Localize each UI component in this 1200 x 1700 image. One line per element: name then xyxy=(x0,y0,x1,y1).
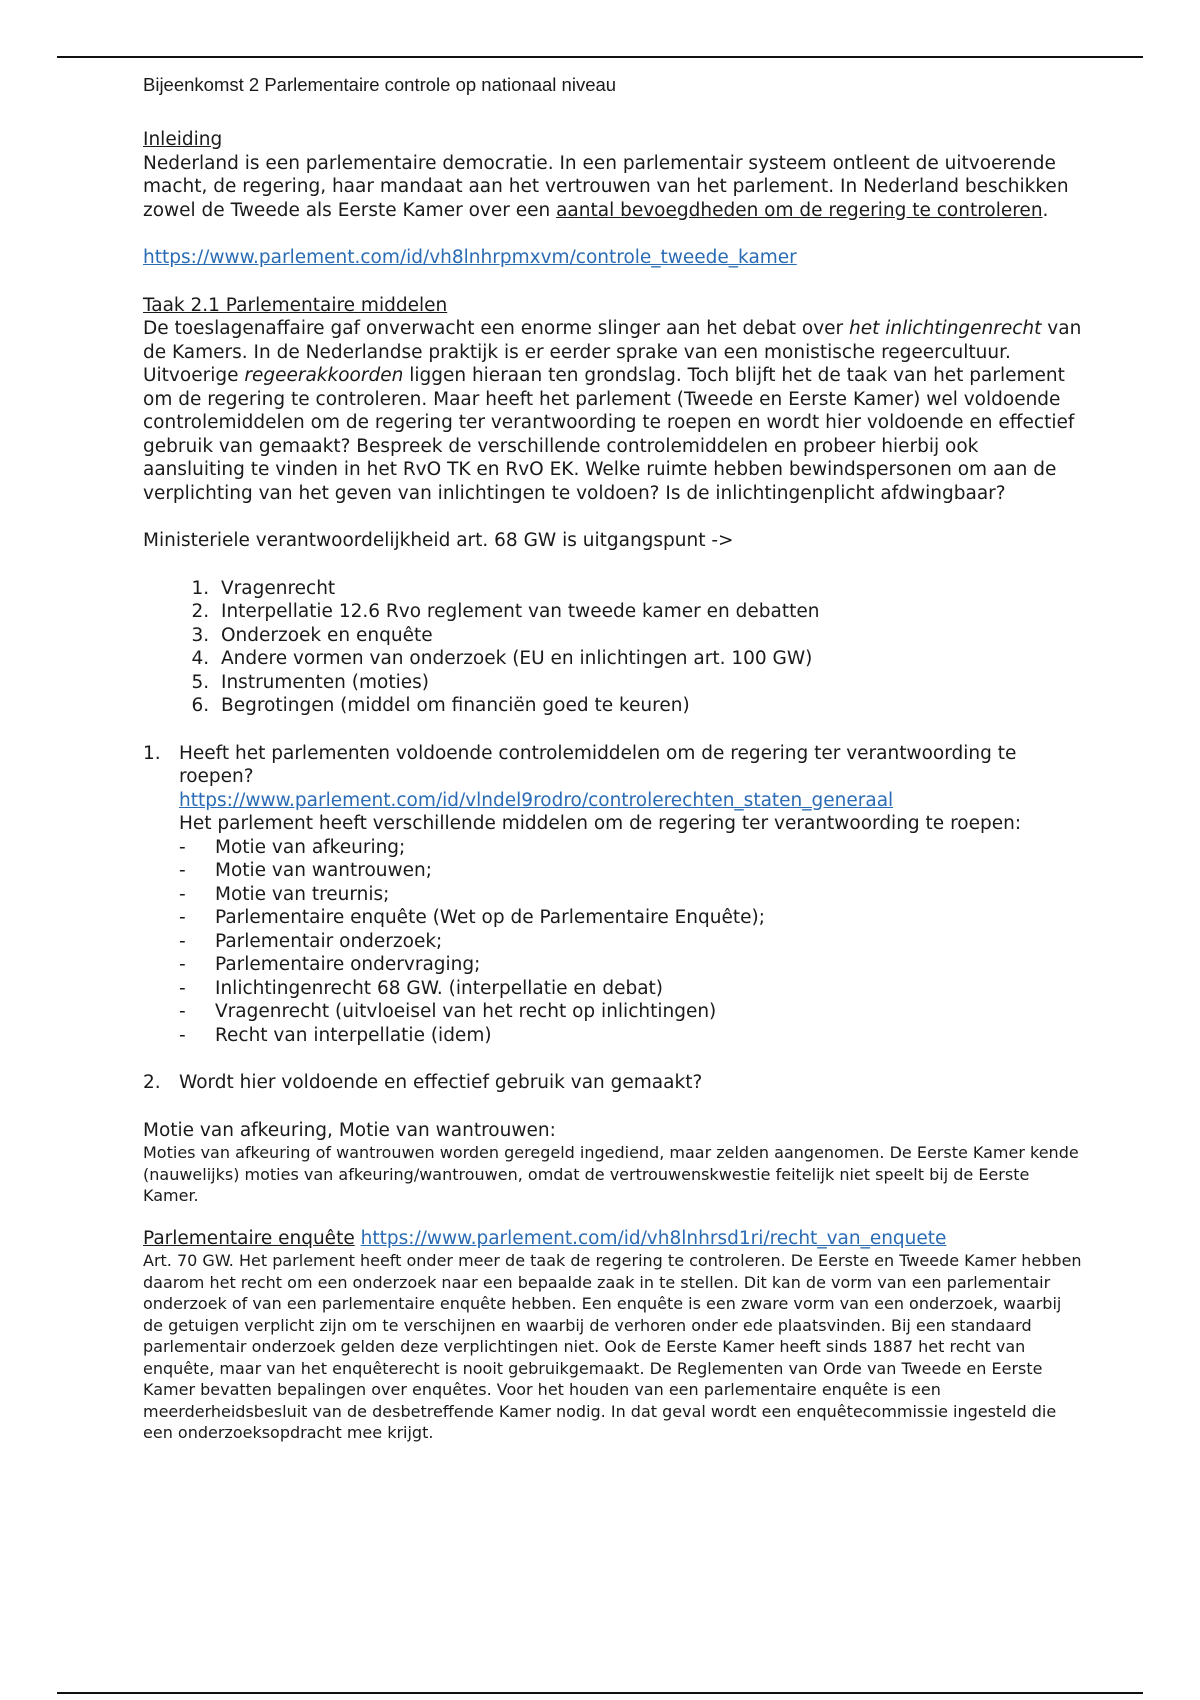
controlerechten-link[interactable]: https://www.parlement.com/id/vlndel9rodro/controlerechten_staten_generaal xyxy=(179,789,894,811)
motie-paragraph: Moties van afkeuring of wantrouwen worden geregeld ingediend, maar zelden aangenomen. De Eerste Kamer kende (nauwelijks) moties van afkeuring/wantrouwen, omdat de vertrouwenskwestie feitelijk niet speelt bij de Eerste Kamer. xyxy=(143,1143,1079,1205)
list-item: - Motie van wantrouwen; xyxy=(179,860,432,881)
list-item: - Parlementaire ondervraging; xyxy=(179,954,481,975)
list-item: 1. Vragenrecht xyxy=(215,577,1083,601)
list-item: 3. Onderzoek en enquête xyxy=(215,624,1083,648)
controle-tweede-kamer-link[interactable]: https://www.parlement.com/id/vh8lnhrpmxvm/controle_tweede_kamer xyxy=(143,247,797,268)
list-item: - Inlichtingenrecht 68 GW. (interpellatie en debat) xyxy=(179,977,664,999)
list-item: 4. Andere vormen van onderzoek (EU en inlichtingen art. 100 GW) xyxy=(215,647,1083,671)
bottom-rule xyxy=(57,1692,1143,1694)
question-2-text: Wordt hier voldoende en effectief gebruik van gemaakt? xyxy=(179,1072,703,1093)
task-paragraph: De toeslagenaffaire gaf onverwacht een enorme slinger aan het debat over het inlichtingenrecht van de Kamers. In de Nederlandse praktijk is er eerder sprake van een monistische regeercultuur. Uitvoerige regeerakkoorden liggen hieraan ten grondslag. Toch blijft het de taak van het parlement om de regering te controleren. Maar heeft het parlement (Tweede en Eerste Kamer) wel voldoende controlemiddelen om de regering ter verantwoording te roepen en wordt hier voldoende en effectief gebruik van gemaakt? Bespreek de verschillende controlemiddelen en probeer hierbij ook aansluiting te vinden in het RvO TK en RvO EK. Welke ruimte hebben bewindspersonen om aan de verplichting van het geven van inlichtingen te voldoen? Is de inlichtingenplicht afdwingbaar? xyxy=(143,318,1082,504)
enquete-heading: Parlementaire enquête xyxy=(143,1227,355,1249)
top-rule xyxy=(57,56,1143,58)
list-item: - Recht van interpellatie (idem) xyxy=(179,1024,492,1046)
control-means-list xyxy=(143,577,1083,718)
list-item: 5. Instrumenten (moties) xyxy=(215,671,1083,695)
list-item: - Parlementair onderzoek; xyxy=(179,930,443,952)
list-item: 6. Begrotingen (middel om financiën goed te keuren) xyxy=(215,694,1083,718)
question-1-text: Heeft het parlementen voldoende controlemiddelen om de regering ter verantwoording te roepen? xyxy=(179,742,1017,787)
enquete-paragraph: Art. 70 GW. Het parlement heeft onder meer de taak de regering te controleren. De Eerste en Tweede Kamer hebben daarom het recht om een onderzoek naar een bepaalde zaak in te stellen. Dit kan de vorm van een parlementair onderzoek of van een parlementaire enquête hebben. Een enquête is een zware vorm van een onderzoek, waarbij de getuigen verplicht zijn om te verschijnen en waarbij de verhoren onder ede plaatsvinden. Bij een standaard parlementair onderzoek gelden deze verplichtingen niet. Ook de Eerste Kamer heeft sinds 1887 het recht van enquête, maar van het enquêterecht is nooit gebruikgemaakt. De Reglementen van Orde van Tweede en Eerste Kamer bevatten bepalingen over enquêtes. Voor het houden van een parlementaire enquête is een meerderheidsbesluit van de desbetreffende Kamer nodig. In dat geval wordt een enquêtecommissie ingesteld die een onderzoeksopdracht mee krijgt. xyxy=(143,1251,1082,1442)
enquete-heading-line xyxy=(143,1227,1083,1251)
question-2: 2. Wordt hier voldoende en effectief gebruik van gemaakt? xyxy=(143,1072,703,1093)
list-item: - Vragenrecht (uitvloeisel van het recht op inlichtingen) xyxy=(179,1001,717,1022)
question-1: 1. Heeft het parlementen voldoende controlemiddelen om de regering ter verantwoording te roepen? xyxy=(143,742,1083,789)
motion-list xyxy=(143,836,1083,1048)
motie-heading: Motie van afkeuring, Motie van wantrouwen: xyxy=(143,1119,556,1141)
intro-paragraph: Nederland is een parlementaire democratie. In een parlementair systeem ontleent de uitvoerende macht, de regering, haar mandaat aan het vertrouwen van het parlement. In Nederland beschikken zowel de Tweede als Eerste Kamer over een aantal bevoegdheden om de regering te controleren. xyxy=(143,152,1069,221)
intro-heading: Inleiding xyxy=(143,129,223,150)
ministerial-statement: Ministeriele verantwoordelijkheid art. 68 GW is uitgangspunt -> xyxy=(143,530,734,551)
question-1-answer: Het parlement heeft verschillende middelen om de regering ter verantwoording te roepen: xyxy=(179,813,1022,834)
task-heading: Taak 2.1 Parlementaire middelen xyxy=(143,294,448,316)
intro-underlined-phrase: aantal bevoegdheden om de regering te controleren xyxy=(556,199,1043,221)
list-item: - Parlementaire enquête (Wet op de Parlementaire Enquête); xyxy=(179,907,765,928)
page-header: Bijeenkomst 2 Parlementaire controle op nationaal niveau xyxy=(143,74,617,95)
list-item: - Motie van treurnis; xyxy=(179,883,390,905)
list-item: 2. Interpellatie 12.6 Rvo reglement van tweede kamer en debatten xyxy=(215,600,1083,624)
list-item: - Motie van afkeuring; xyxy=(179,836,406,858)
recht-van-enquete-link[interactable]: https://www.parlement.com/id/vh8lnhrsd1ri/recht_van_enquete xyxy=(360,1227,947,1249)
document-page xyxy=(143,72,1083,1444)
